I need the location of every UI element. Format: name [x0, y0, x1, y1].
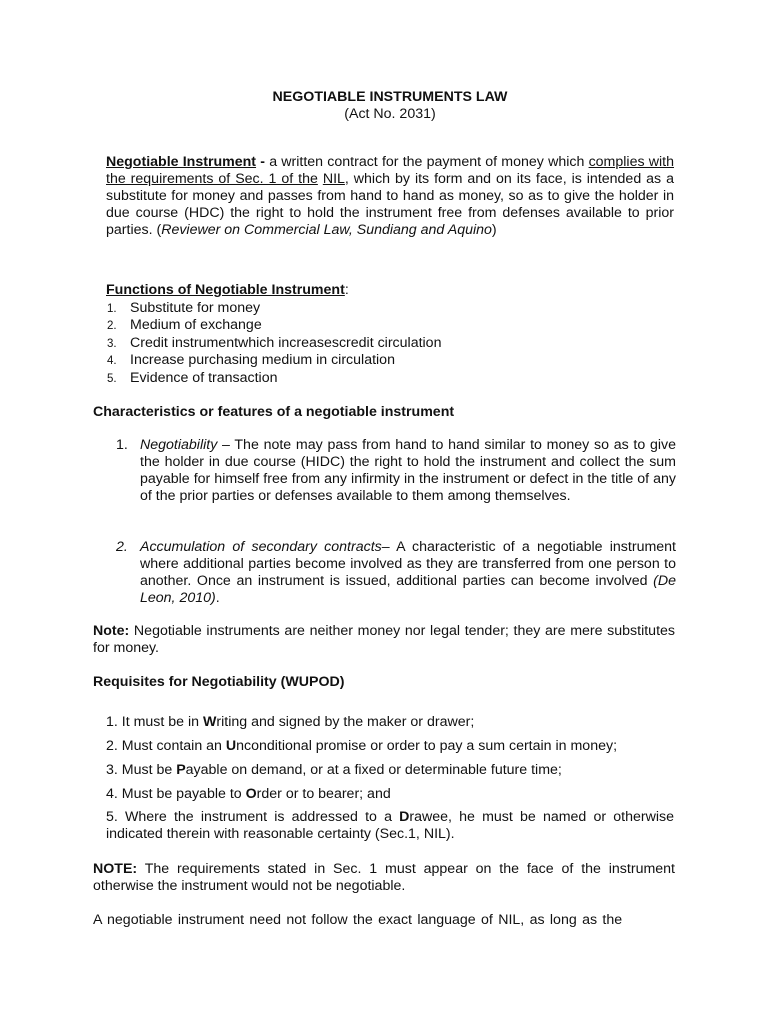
characteristic-description: – A characteristic of a negotiable instrument where additional parties become involved as they are transferred from one person to another. Once an instrument is issued, additional parties can become involved	[140, 539, 676, 589]
requisite-text: riting and signed by the maker or drawer;	[216, 714, 475, 730]
requisite-text: 5. Where the instrument is addressed to a	[106, 809, 400, 825]
document-subtitle: (Act No. 2031)	[344, 106, 436, 122]
characteristic-item-accumulation	[116, 539, 676, 607]
note-paragraph	[93, 623, 675, 657]
note-label: Note:	[93, 623, 130, 639]
list-item-text: Credit instrumentwhich increasescredit circulation	[130, 334, 442, 351]
characteristic-number: 2.	[116, 539, 128, 555]
requisites-heading: Requisites for Negotiability (WUPOD)	[93, 674, 345, 690]
characteristic-term: Negotiability	[140, 437, 218, 453]
list-item-number: 5.	[107, 372, 117, 385]
requisite-letter: W	[203, 714, 217, 730]
requisite-letter: U	[225, 738, 237, 754]
requisite-letter: P	[176, 762, 186, 778]
definition-citation: Reviewer on Commercial Law, Sundiang and Aquino	[161, 222, 492, 238]
requisite-text: 3. Must be	[106, 762, 177, 778]
functions-heading-colon: :	[344, 282, 349, 298]
note-text: Negotiable instruments are neither money nor legal tender; they are mere substitutes for money.	[93, 623, 675, 656]
note-paragraph-requirements	[93, 861, 675, 895]
list-item-text: Medium of exchange	[130, 317, 262, 334]
requisite-item-order	[106, 786, 674, 803]
requisite-item-payable	[106, 762, 674, 779]
functions-heading	[106, 282, 674, 299]
characteristic-number: 1.	[116, 437, 128, 453]
list-item-text: Evidence of transaction	[130, 369, 278, 386]
definition-term: Negotiable Instrument	[106, 154, 257, 170]
list-item-number: 2.	[107, 320, 117, 333]
requisite-letter: O	[245, 786, 257, 802]
requisite-item-writing	[106, 714, 674, 731]
closing-paragraph: A negotiable instrument need not follow the exact language of NIL, as long as the	[93, 912, 623, 928]
definition-close: )	[491, 222, 497, 238]
characteristic-term: Accumulation of secondary contracts	[140, 539, 382, 555]
definition-text-b: , which by its form and on its face, is intended as a substitute for money and passes from hand to hand as money, so as to give the holder in due course (HDC) the right to hold the instrument free from defenses available to prior parties. (	[106, 171, 674, 238]
list-item-text: Increase purchasing medium in circulation	[130, 352, 395, 369]
requisite-text: rawee, he must be named or otherwise indicated therein with reasonable certainty (Sec.1, NIL).	[106, 809, 674, 842]
characteristic-text-block	[140, 539, 676, 607]
list-item-number: 4.	[107, 355, 117, 368]
document-title: NEGOTIABLE INSTRUMENTS LAW	[272, 89, 508, 105]
definition-link-nil: NIL	[322, 171, 345, 187]
requisite-item-unconditional	[106, 738, 674, 755]
list-item	[107, 352, 675, 369]
list-item	[107, 370, 675, 387]
note-label: NOTE:	[93, 861, 138, 877]
requisite-text: nconditional promise or order to pay a sum certain in money;	[236, 738, 618, 754]
requisite-letter: D	[399, 809, 410, 825]
requisite-text: ayable on demand, or at a fixed or determinable future time;	[185, 762, 562, 778]
requisite-text: rder or to bearer; and	[256, 786, 391, 802]
definition-text-a: a written contract for the payment of money which	[269, 154, 589, 170]
list-item	[107, 335, 675, 352]
requisite-text: 4. Must be payable to	[106, 786, 246, 802]
list-item-number: 1.	[107, 303, 117, 315]
characteristic-item-negotiability	[116, 437, 676, 505]
characteristic-end: .	[215, 590, 220, 606]
list-item	[107, 300, 675, 317]
functions-heading-text: Functions of Negotiable Instrument	[106, 282, 345, 298]
characteristic-citation: (De Leon, 2010)	[140, 573, 676, 606]
list-item-number: 3.	[107, 337, 117, 350]
requisite-text: 2. Must contain an	[106, 738, 226, 754]
requisite-text: 1. It must be in	[106, 714, 203, 730]
characteristic-text-block	[140, 437, 676, 505]
functions-list	[107, 300, 675, 387]
note-text: The requirements stated in Sec. 1 must appear on the face of the instrument otherwise the instrument would not be negotiable.	[93, 861, 675, 894]
requisite-item-drawee	[106, 809, 674, 843]
definition-dash: -	[256, 154, 270, 170]
definition-link-sec1: complies with the requirements of Sec. 1 of the	[106, 154, 674, 187]
list-item	[107, 317, 675, 334]
definition-paragraph	[106, 154, 674, 239]
characteristic-description: – The note may pass from hand to hand similar to money so as to give the holder in due course (HIDC) the right to hold the instrument and collect the sum payable for himself free from any infirmity in the instrument or defect in the title of any of the prior parties or defenses available to them among themselves.	[140, 437, 676, 504]
characteristics-heading: Characteristics or features of a negotiable instrument	[93, 404, 455, 420]
list-item-text: Substitute for money	[130, 300, 261, 316]
